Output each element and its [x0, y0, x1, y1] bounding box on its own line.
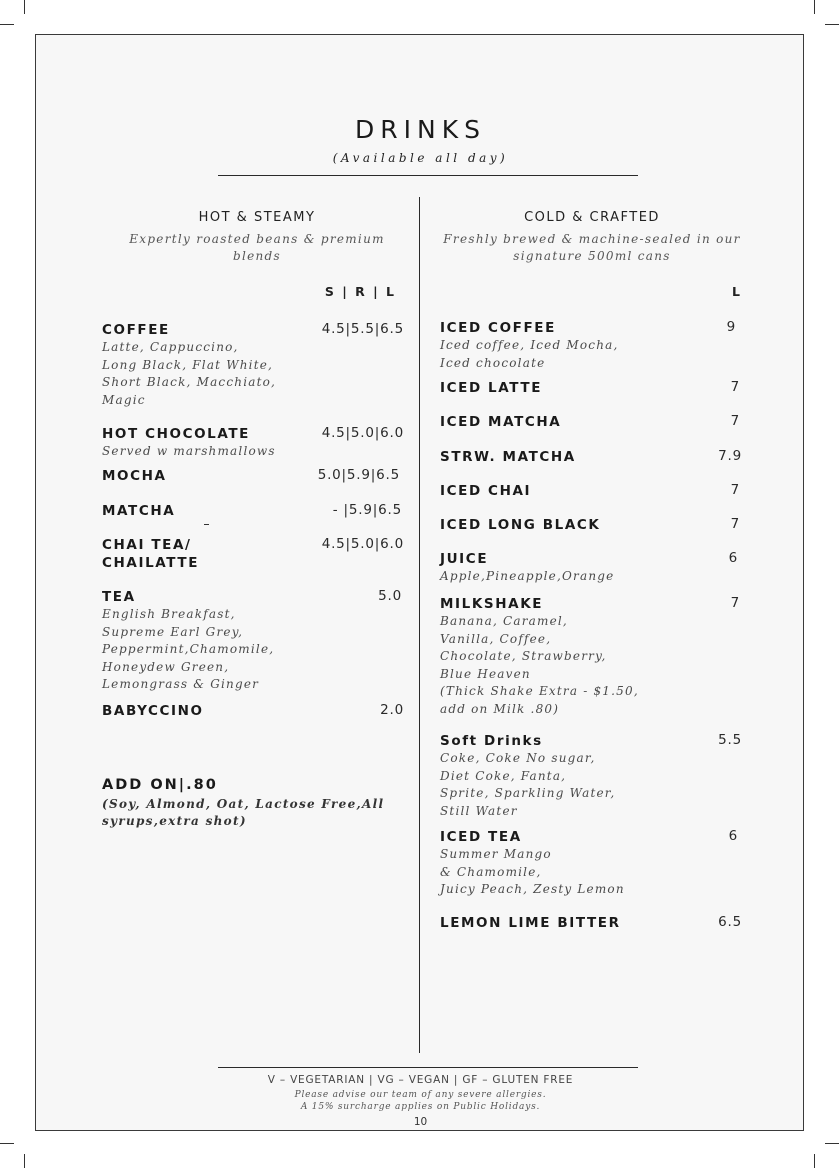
item-price: 6: [728, 550, 738, 566]
crop-mark: [0, 24, 14, 25]
item-name: ICED MATCHA: [440, 414, 562, 430]
title-divider: [218, 175, 638, 176]
item-description: Magic: [102, 392, 146, 407]
menu-item-tea: [102, 588, 274, 694]
menu-item-iced-long-black: [440, 516, 600, 534]
item-price: 4.5|5.5|6.5: [321, 321, 404, 337]
item-description: Banana, Caramel,: [440, 614, 568, 628]
menu-item-lemon-lime-bitter: [440, 914, 621, 932]
add-on-description: syrups,extra shot): [102, 814, 247, 828]
add-on-description: (Soy, Almond, Oat, Lactose Free,All: [102, 797, 385, 811]
decorative-dash: [204, 524, 209, 525]
crop-mark: [825, 24, 839, 25]
item-description: Sprite, Sparkling Water,: [440, 786, 616, 800]
menu-item-mocha: [102, 467, 167, 485]
item-price: 7: [730, 482, 740, 498]
item-name: CHAI TEA/: [102, 537, 192, 553]
item-price: 5.0: [378, 588, 402, 604]
menu-item-hot-chocolate: [102, 425, 276, 461]
item-name: STRW. MATCHA: [440, 449, 576, 465]
hot-desc-line: Expertly roasted beans & premium: [129, 232, 385, 246]
menu-item-iced-coffee: [440, 319, 619, 372]
item-name: ICED CHAI: [440, 483, 532, 499]
crop-mark: [814, 1154, 815, 1168]
item-name: COFFEE: [102, 322, 170, 338]
item-description: Apple,Pineapple,Orange: [440, 569, 615, 583]
item-name: MOCHA: [102, 468, 167, 484]
crop-mark: [814, 0, 815, 14]
menu-item-milkshake: [440, 595, 639, 718]
item-description: Iced chocolate: [440, 355, 546, 370]
menu-item-iced-tea: [440, 828, 625, 899]
add-on-label: ADD ON|.80: [102, 777, 218, 793]
item-name: JUICE: [440, 551, 489, 567]
item-price: 4.5|5.0|6.0: [321, 425, 404, 441]
item-description: (Thick Shake Extra - $1.50,: [440, 684, 639, 698]
surcharge-note: A 15% surcharge applies on Public Holidays.: [300, 1102, 541, 1112]
crop-mark: [825, 1143, 839, 1144]
item-description: English Breakfast,: [102, 607, 236, 621]
item-name: HOT CHOCOLATE: [102, 426, 250, 442]
crop-mark: [0, 1143, 14, 1144]
hot-section-title: HOT & STEAMY: [198, 210, 316, 225]
allergy-note: Please advise our team of any severe allergies.: [294, 1090, 547, 1100]
menu-page: [35, 34, 804, 1131]
item-price: 5.5: [718, 732, 742, 748]
add-on-section: [102, 776, 384, 830]
item-price: - |5.9|6.5: [332, 502, 402, 518]
item-name: Soft Drinks: [440, 733, 543, 749]
crop-mark: [24, 1154, 25, 1168]
item-description: Juicy Peach, Zesty Lemon: [440, 882, 625, 896]
item-description: Iced coffee, Iced Mocha,: [440, 338, 619, 352]
cold-size-header: L: [732, 284, 742, 299]
item-price: 7: [730, 516, 740, 532]
item-price: 6.5: [718, 914, 742, 930]
menu-item-coffee: [102, 321, 276, 409]
item-name: ICED TEA: [440, 829, 522, 845]
item-name: BABYCCINO: [102, 703, 204, 719]
page-title: DRINKS: [355, 115, 486, 144]
item-description: add on Milk .80): [440, 701, 560, 716]
cold-desc-line: Freshly brewed & machine-sealed in our: [443, 232, 741, 246]
item-description: Still Water: [440, 803, 518, 818]
item-description: Blue Heaven: [440, 666, 531, 681]
item-price: 5.0|5.9|6.5: [317, 467, 400, 483]
item-name: LEMON LIME BITTER: [440, 915, 621, 931]
item-name-line2: CHAILATTE: [102, 555, 200, 571]
item-description: Short Black, Macchiato,: [102, 375, 277, 389]
item-description: Latte, Cappuccino,: [102, 340, 239, 354]
item-description: Lemongrass & Ginger: [102, 677, 260, 691]
item-price: 7.9: [718, 448, 742, 464]
hot-size-header: S | R | L: [324, 284, 396, 299]
item-price: 7: [730, 595, 740, 611]
hot-section-description: [98, 231, 416, 265]
item-name: ICED LATTE: [440, 380, 543, 396]
item-description: Served w marshmallows: [102, 444, 276, 458]
item-description: Vanilla, Coffee,: [440, 631, 552, 646]
menu-item-soft-drinks: [440, 732, 615, 820]
item-description: Honeydew Green,: [102, 659, 230, 674]
item-price: 7: [730, 379, 740, 395]
menu-item-chai-tea: [102, 536, 199, 572]
cold-section-title: COLD & CRAFTED: [524, 210, 660, 225]
menu-item-strawberry-matcha: [440, 448, 576, 466]
item-description: & Chamomile,: [440, 864, 542, 879]
item-price: 6: [728, 828, 738, 844]
item-description: Summer Mango: [440, 847, 552, 861]
page-number: 10: [413, 1116, 428, 1128]
item-name: MILKSHAKE: [440, 596, 544, 612]
menu-item-juice: [440, 550, 614, 586]
page-subtitle: (Available all day): [332, 151, 509, 165]
item-name: MATCHA: [102, 503, 176, 519]
menu-item-babyccino: [102, 702, 204, 720]
item-description: Long Black, Flat White,: [102, 357, 274, 372]
cold-desc-line: signature 500ml cans: [513, 249, 671, 263]
column-divider: [419, 197, 420, 1053]
crop-mark: [24, 0, 25, 14]
item-description: Chocolate, Strawberry,: [440, 649, 607, 663]
item-description: Peppermint,Chamomile,: [102, 642, 275, 656]
item-description: Coke, Coke No sugar,: [440, 751, 596, 765]
footer-divider: [218, 1067, 638, 1068]
cold-section-description: [432, 231, 752, 265]
hot-desc-line: blends: [233, 249, 281, 263]
item-price: 2.0: [380, 702, 404, 718]
dietary-legend: V – VEGETARIAN | VG – VEGAN | GF – GLUTEN FREE: [267, 1074, 574, 1086]
menu-item-iced-latte: [440, 379, 542, 397]
item-name: ICED LONG BLACK: [440, 517, 601, 533]
item-price: 4.5|5.0|6.0: [321, 536, 404, 552]
menu-item-iced-matcha: [440, 413, 561, 431]
item-description: Diet Coke, Fanta,: [440, 768, 567, 783]
item-description: Supreme Earl Grey,: [102, 624, 244, 639]
menu-item-iced-chai: [440, 482, 531, 500]
menu-item-matcha: [102, 502, 175, 520]
item-price: 7: [730, 413, 740, 429]
item-name: TEA: [102, 589, 136, 605]
item-price: 9: [726, 319, 736, 335]
item-name: ICED COFFEE: [440, 320, 556, 336]
